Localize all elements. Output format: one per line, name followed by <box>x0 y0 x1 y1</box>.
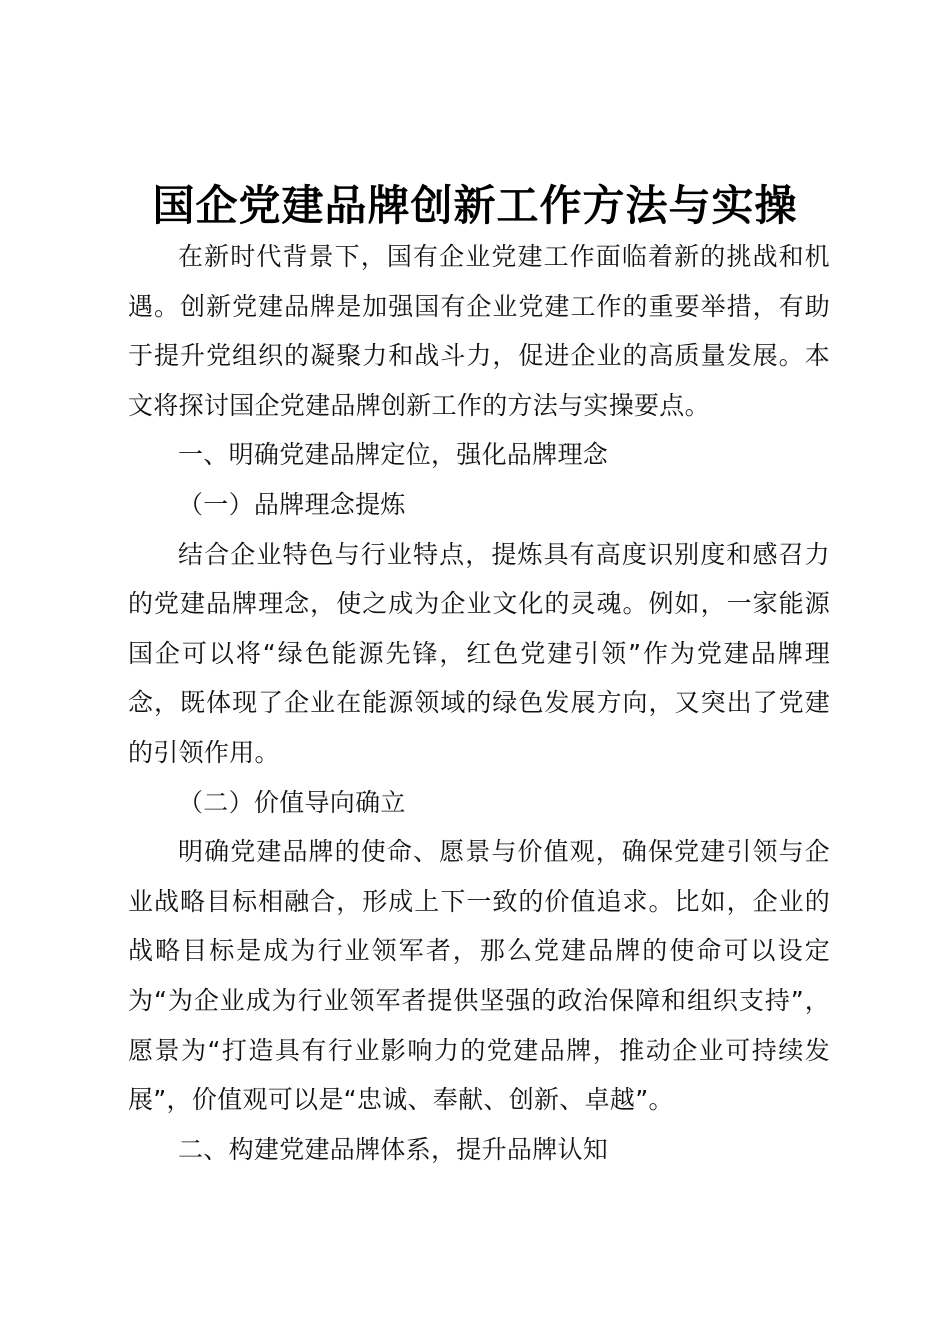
intro-paragraph: 在新时代背景下，国有企业党建工作面临着新的挑战和机遇。创新党建品牌是加强国有企业党建工作的重要举措，有助于提升党组织的凝聚力和战斗力，促进企业的高质量发展。本文将探讨国企党建品牌创新工作的方法与实操要点。 <box>128 242 830 420</box>
section-heading-2: 二、构建党建品牌体系，提升品牌认知 <box>178 1134 609 1164</box>
paragraph-value-orientation: 明确党建品牌的使命、愿景与价值观，确保党建引领与企业战略目标相融合，形成上下一致的价值追求。比如，企业的战略目标是成为行业领军者，那么党建品牌的使命可以设定为“为企业成为行业领军者提供坚强的政治保障和组织支持”，愿景为“打造具有行业影响力的党建品牌，推动企业可持续发展”，价值观可以是“忠诚、奉献、创新、卓越”。 <box>128 837 830 1115</box>
document-title: 国企党建品牌创新工作方法与实操 <box>152 181 798 230</box>
document-body <box>128 232 830 1174</box>
section-heading-1: 一、明确党建品牌定位，强化品牌理念 <box>178 440 609 470</box>
subsection-heading-1-2: （二）价值导向确立 <box>178 787 406 817</box>
subsection-heading-1-1: （一）品牌理念提炼 <box>178 489 406 519</box>
paragraph-brand-concept: 结合企业特色与行业特点，提炼具有高度识别度和感召力的党建品牌理念，使之成为企业文化的灵魂。例如，一家能源国企可以将“绿色能源先锋，红色党建引领”作为党建品牌理念，既体现了企业在能源领域的绿色发展方向，又突出了党建的引领作用。 <box>128 539 830 767</box>
